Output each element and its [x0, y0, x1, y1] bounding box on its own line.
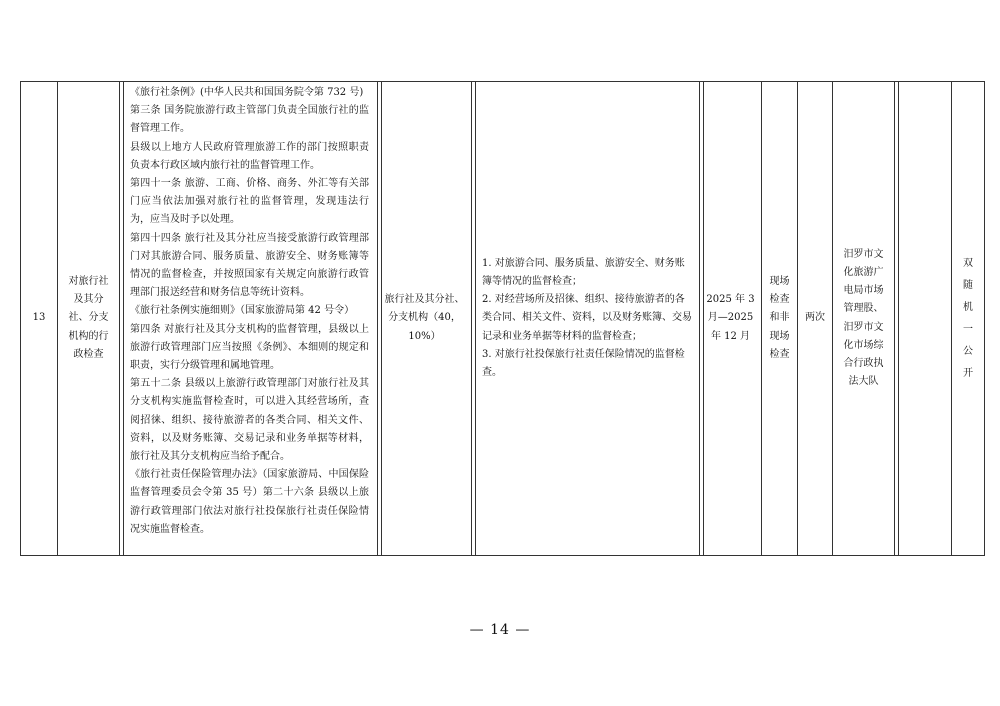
mode-char: 一: [963, 323, 973, 335]
basis-paragraph: 第四条 对旅行社及其分支机构的监督管理，县级以上旅游行政管理部门应当按照《条例》、本细则的规定和职责，实行分级管理和属地管理。: [130, 323, 369, 372]
basis-paragraph: 《旅行社责任保险管理办法》（国家旅游局、中国保险监督管理委员会令第 35 号）第二十六条 县级以上旅游行政管理部门依法对旅行社投保旅行社责任保险情况实施监督检查。: [130, 469, 369, 535]
basis-paragraph: 《旅行社条例》(中华人民共和国国务院令第 732 号): [130, 87, 364, 98]
basis-paragraph: 《旅行社条例实施细则》（国家旅游局第 42 号令）: [130, 305, 355, 317]
mode-char: 开: [963, 367, 973, 379]
responsible-department: 汨罗市文化旅游广电局市场管理股、汨罗市文化市场综合行政执法大队: [833, 82, 895, 556]
basis-paragraph: 第四十一条 旅游、工商、价格、商务、外汇等有关部门应当依法加强对旅行社的监督管理，发现违法行为，应当及时予以处理。: [130, 178, 369, 226]
mode-char: 公: [963, 345, 973, 357]
basis-paragraph: 第四十四条 旅行社及其分社应当接受旅游行政管理部门对其旅游合同、服务质量、旅游安全、财务账簿等情况的监督检查，并按照国家有关规定向旅游行政管理部门报送经营和财务信息等统计资料。: [130, 232, 369, 299]
basis-paragraph: 第五十二条 县级以上旅游行政管理部门对旅行社及其分支机构实施监督检查时，可以进入其经营场所，查阅招徕、组织、接待旅游者的各类合同、相关文件、资料，以及财务账簿、交易记录和业务单据等材料，旅行社及其分支机构应当给予配合。: [130, 378, 369, 463]
basis-paragraph: 县级以上地方人民政府管理旅游工作的部门按照职责负责本行政区域内旅行社的监督管理工作。: [130, 141, 369, 171]
mode-char: 机: [963, 301, 973, 313]
inspection-content: [472, 82, 700, 556]
inspection-frequency: 两次: [798, 82, 833, 556]
content-item: 1. 对旅游合同、服务质量、旅游安全、财务账簿等情况的监督检查；: [482, 257, 685, 287]
page-number: — 14 —: [469, 622, 531, 638]
row-index: 13: [21, 82, 58, 556]
content-item: 2. 对经营场所及招徕、组织、接待旅游者的各类合同、相关文件、资料，以及财务账簿、交易记录和业务单据等材料的监督检查；: [482, 294, 692, 342]
legal-basis: [120, 82, 378, 556]
mode-char: 随: [963, 279, 973, 291]
inspection-mode: [952, 82, 985, 556]
blank-cell: [895, 82, 952, 556]
inspection-table: [20, 81, 985, 556]
inspection-item: 对旅行社及其分社、分支机构的行政检查: [58, 82, 120, 556]
inspection-method: 现场检查和非现场检查: [762, 82, 798, 556]
table-row: [21, 82, 985, 556]
inspection-object: 旅行社及其分社、分支机构（40，10%）: [378, 82, 472, 556]
content-item: 3. 对旅行社投保旅行社责任保险情况的监督检查。: [482, 348, 685, 378]
inspection-time: 2025 年 3 月—2025 年 12 月: [700, 82, 762, 556]
basis-paragraph: 第三条 国务院旅游行政主管部门负责全国旅行社的监督管理工作。: [130, 105, 369, 135]
mode-char: 双: [963, 257, 973, 269]
